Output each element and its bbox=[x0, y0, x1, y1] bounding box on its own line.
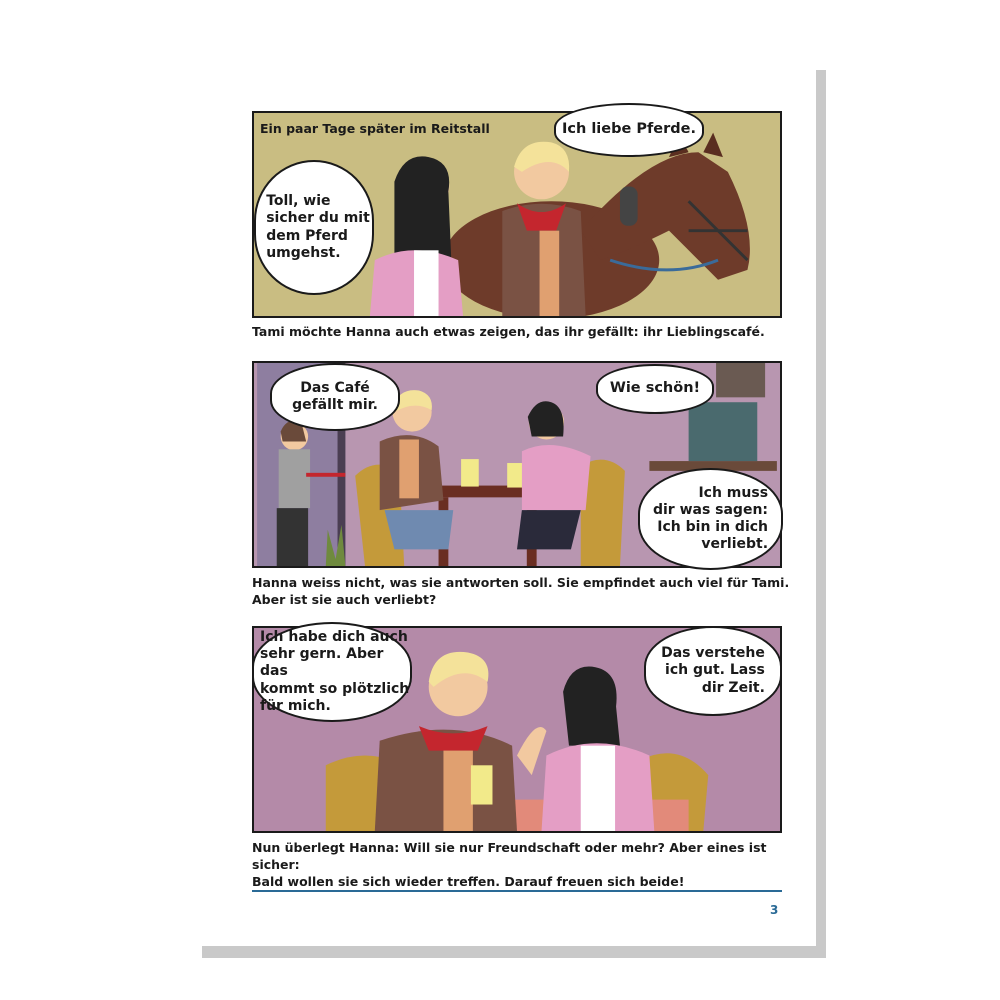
caption-1: Tami möchte Hanna auch etwas zeigen, das ihr gefällt: ihr Lieblingscafé. bbox=[252, 324, 765, 339]
panel-1-caption: Ein paar Tage später im Reitstall bbox=[260, 121, 490, 136]
speech-bubble-hanna-horse: Toll, wie sicher du mit dem Pferd umgehst. bbox=[254, 160, 374, 295]
speech-bubble-confession: Ich muss dir was sagen: Ich bin in dich verliebt. bbox=[638, 468, 783, 570]
speech-bubble-tami-horse: Ich liebe Pferde. bbox=[554, 103, 704, 157]
speech-bubble-cafe: Das Café gefällt mir. bbox=[270, 363, 400, 431]
speech-bubble-tami-reply: Das verstehe ich gut. Lass dir Zeit. bbox=[644, 626, 782, 716]
caption-3: Nun überlegt Hanna: Will sie nur Freundschaft oder mehr? Aber eines ist sicher: Bald wollen sie sich wieder treffen. Darauf freuen sich beide! bbox=[252, 840, 767, 889]
page-number: 3 bbox=[770, 903, 779, 917]
footer-rule bbox=[252, 890, 782, 892]
speech-bubble-wie-schoen: Wie schön! bbox=[596, 364, 714, 414]
speech-bubble-hanna-reply: Ich habe dich auch sehr gern. Aber das kommt so plötzlich für mich. bbox=[252, 622, 412, 722]
caption-2: Hanna weiss nicht, was sie antworten soll. Sie empfindet auch viel für Tami. Aber ist sie auch verliebt? bbox=[252, 575, 790, 607]
